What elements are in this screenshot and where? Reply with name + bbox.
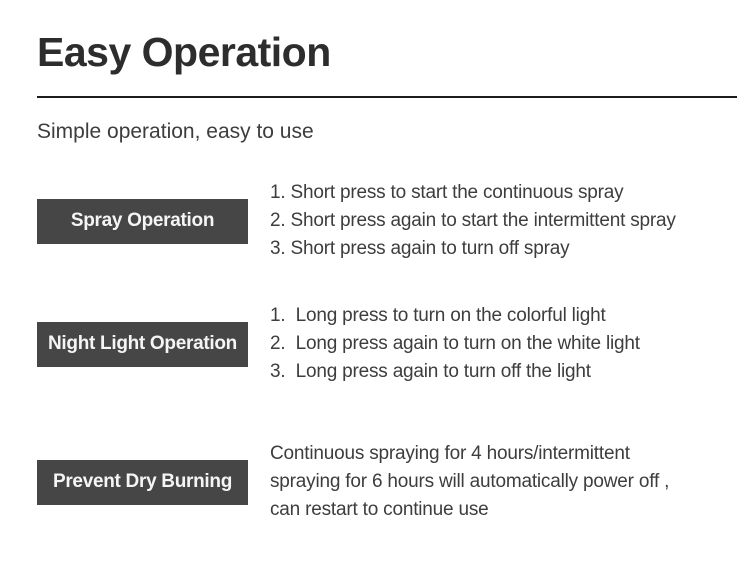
prevent-dry-burning-description [270, 440, 669, 524]
spray-operation-instructions [270, 179, 676, 263]
instruction-line: 1. Long press to turn on the colorful light [270, 305, 606, 326]
description-line: can restart to continue use [270, 499, 489, 520]
night-light-operation-row [37, 302, 737, 386]
spray-operation-row [37, 179, 737, 263]
instruction-line: 3. Long press again to turn off the light [270, 361, 591, 382]
page-subtitle: Simple operation, easy to use [37, 120, 314, 143]
instruction-line: 2. Short press again to start the intermittent spray [270, 210, 676, 231]
operation-rows [37, 179, 737, 524]
prevent-dry-burning-row [37, 440, 737, 524]
prevent-dry-burning-label: Prevent Dry Burning [37, 460, 248, 505]
instruction-line: 2. Long press again to turn on the white light [270, 333, 640, 354]
instruction-line: 1. Short press to start the continuous spray [270, 182, 624, 203]
description-line: Continuous spraying for 4 hours/intermittent [270, 443, 630, 464]
night-light-operation-instructions [270, 302, 640, 386]
night-light-operation-label: Night Light Operation [37, 322, 248, 367]
instruction-line: 3. Short press again to turn off spray [270, 238, 570, 259]
spray-operation-label: Spray Operation [37, 199, 248, 244]
title-divider-rule [37, 96, 737, 98]
description-line: spraying for 6 hours will automatically power off , [270, 471, 670, 492]
page-title: Easy Operation [37, 29, 331, 75]
